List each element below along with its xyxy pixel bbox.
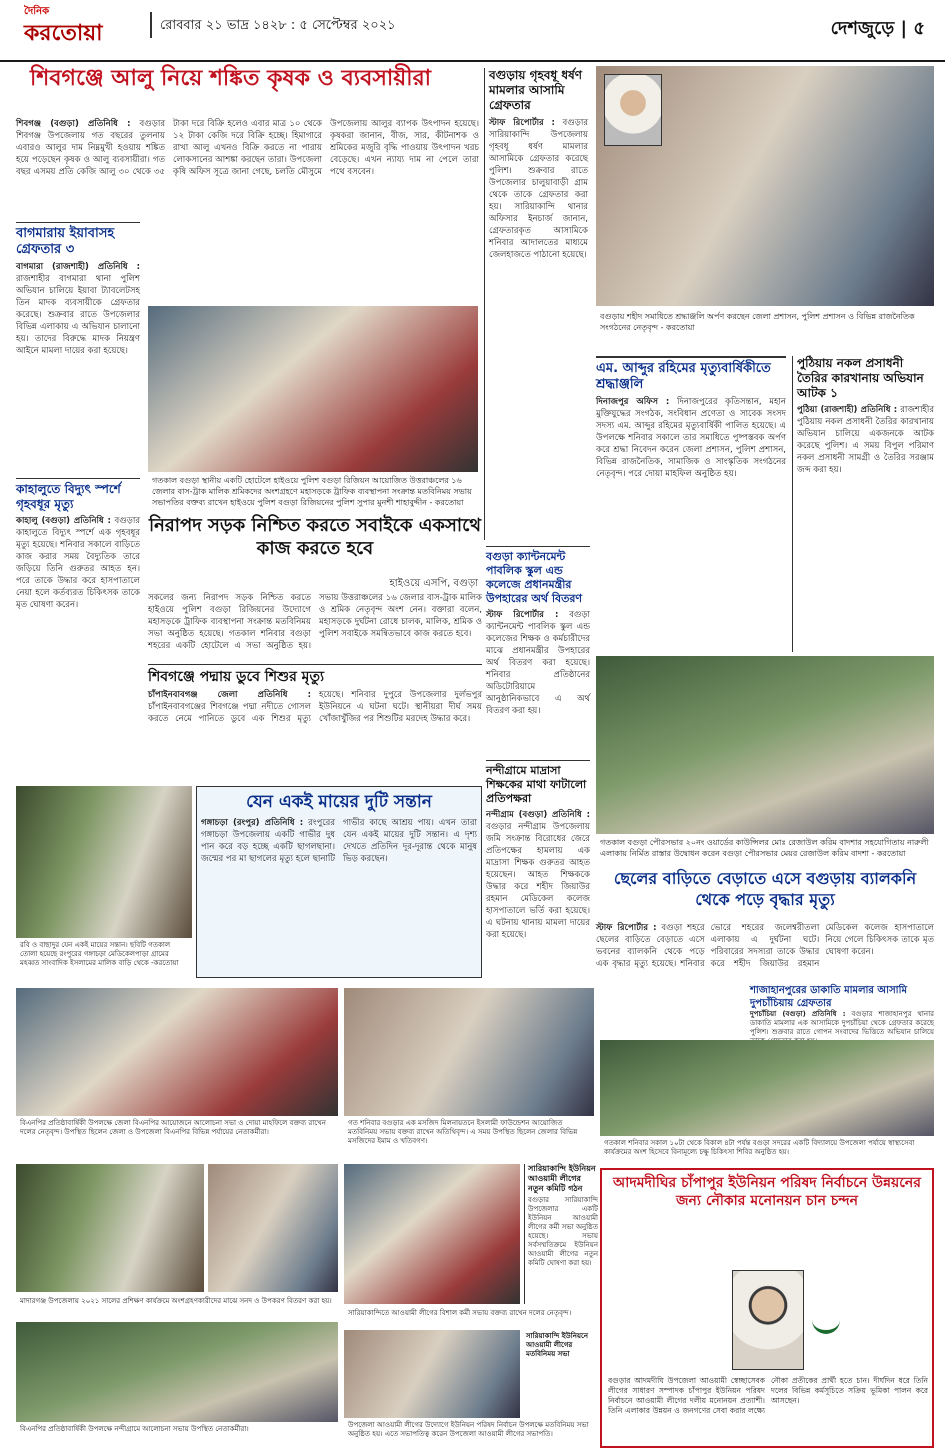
balcony-headline-box: [596, 868, 934, 920]
balcony-body: বগুড়া শহরে ছেলের বাড়িতে বেড়াতে এসে ভবনের ব্যালকনি থেকে পড়ে এক বৃদ্ধার মৃত্যু হয়েছে। শনিবার ভোরে শহরের জলেশ্বরীতলা এলাকায় এ দুর্ঘটনা ঘটে। পরিবারের সদস্যরা তাকে উদ্ধার করে শহীদ জিয়াউর রহমান মেডিকেল কলেজ হাসপাতালে নিয়ে গেলে চিকিৎসক তাকে মৃত ঘোষণা করেন।: [596, 923, 934, 969]
section-title: দেশজুড়ে | ৫: [830, 18, 925, 39]
rape-case-headline: বগুড়ায় গৃহবধূ ধর্ষণ মামলার আসামি গ্রেফতার: [489, 68, 582, 112]
death-anniv-headline: এম. আব্দুর রহিমের মৃত্যুবার্ষিকীতে শ্রদ্ধাঞ্জলি: [596, 361, 771, 392]
college-body: বগুড়া ক্যান্টনমেন্ট পাবলিক স্কুল এন্ড কলেজের শিক্ষক ও কর্মচারীদের মাঝে প্রধানমন্ত্রীর উপহারের অর্থ বিতরণ করা হয়েছে। শনিবার প্রতিষ্ঠানের অডিটোরিয়ামে আনুষ্ঠানিকভাবে এ অর্থ বিতরণ করা হয়।: [486, 610, 590, 716]
cow-goat-photo: [16, 786, 192, 938]
college-byline: স্টাফ রিপোর্টার :: [486, 610, 559, 620]
row6-left-caption: মাদারগঞ্জ উপজেলায় ২০২১ সালের প্রশিক্ষণ কার্যক্রমে অংশগ্রহণকারীদের মাঝে সনদ ও উপকরণ বিতরণ করা হয়।: [16, 1294, 338, 1320]
fake-factory-story: [792, 356, 934, 652]
balcony-byline: স্টাফ রিপোর্টার :: [596, 923, 657, 933]
electrocution-headline: কাহালুতে বিদ্যুৎ স্পর্শে গৃহবধূর মৃত্যু: [16, 482, 121, 511]
logo-small: দৈনিক: [24, 6, 50, 17]
robbery-headline: শাজাহানপুরের ডাকাতি মামলার আসামি দুপচাঁচিয়ায় গ্রেফতার: [750, 985, 907, 1009]
masthead: [0, 0, 945, 62]
drowning-story: [148, 664, 482, 784]
fake-factory-body: রাজশাহীর পুঠিয়ায় নকল প্রসাধনী তৈরির কারখানায় অভিযান চালিয়ে একজনকে আটক করেছে পুলিশ। এ সময় বিপুল পরিমাণ নকল প্রসাধনী সামগ্রী ও তৈরির সরঞ্জাম জব্দ করা হয়।: [797, 405, 934, 475]
safe-road-headline: নিরাপদ সড়ক নিশ্চিত করতে সবাইকে একসাথে কাজ করতে হবে: [148, 515, 482, 559]
cow-story-box: [196, 786, 482, 978]
college-story: [486, 546, 590, 756]
electrocution-story: [16, 478, 140, 778]
row6-right-headline: সারিয়াকান্দি ইউনিয়ন আওয়ামী লীগের নতুন কমিটি গঠন: [528, 1164, 596, 1193]
logo-title: করতোয়া: [24, 21, 103, 46]
row5-mid-caption: গত শনিবার বগুড়ার এক মসজিদ মিলনায়তনে ইসলামী ফাউন্ডেশন আয়োজিত মতবিনিময় সভায় বক্তব্য রাখেন অতিথিবৃন্দ। এ সময় উপস্থিত ছিলেন জেলার বিভিন্ন মসজিদের ইমাম ও খতিবগণ।: [344, 1116, 594, 1160]
electrocution-byline: কাহালু (বগুড়া) প্রতিনিধি :: [16, 516, 111, 526]
row7-mid-caption-top: সারিয়াকান্দি ইউনিয়নে আওয়ামী লীগের মতবিনিময় সভা: [526, 1332, 589, 1358]
row5-left-caption: বিএনপির প্রতিষ্ঠাবার্ষিকী উপলক্ষে জেলা বিএনপির আয়োজনে আলোচনা সভা ও দোয়া মাহফিলে বক্তব্য রাখেন দলের নেতৃবৃন্দ। উপস্থিত ছিলেন জেলা ও উপজেলা বিএনপির বিভিন্ন পর্যায়ের নেতাকর্মীরা।: [16, 1116, 338, 1160]
nomination-ad-body: বগুড়ার আদমদীঘি উপজেলা আওয়ামী স্বেচ্ছাসেবক লীগের সাধারণ সম্পাদক চাঁপাপুর ইউনিয়ন পরিষদ নির্বাচনে আওয়ামী লীগের দলীয় মনোনয়ন প্রত্যাশী। তিনি এলাকার উন্নয়ন ও জনগণের সেবা করার লক্ষ্যে নৌকা প্রতীকের প্রার্থী হতে চান। দীর্ঘদিন ধরে তিনি দলের বিভিন্ন কর্মসূচিতে সক্রিয় ভূমিকা পালন করে আসছেন।: [608, 1376, 928, 1415]
robbery-body: বগুড়ার শাজাহানপুর থানার ডাকাতি মামলার এক আসামিকে দুপচাঁচিয়া থেকে গ্রেফতার করেছে পুলিশ। শুক্রবার রাতে গোপন সংবাদের ভিত্তিতে অভিযান চালিয়ে: [750, 1010, 934, 1036]
fake-factory-headline: পুঠিয়ায় নকল প্রসাধনী তৈরির কারখানায় অভিযান আটক ১: [797, 356, 924, 400]
row5-right-photo: [600, 1040, 934, 1136]
yaba-story: [16, 222, 140, 472]
row5-mid-photo: [344, 988, 594, 1116]
lead-headline-box: [30, 66, 475, 114]
yaba-body: রাজশাহীর বাগমারা থানা পুলিশ অভিযান চালিয়ে ইয়াবা ট্যাবলেটসহ তিন মাদক ব্যবসায়ীকে গ্রেফতার করেছে। শুক্রবার রাতে উপজেলার বিভিন্ন এলাকায় এ অভিযান চালানো হয়। তাদের বিরুদ্ধে মাদক নিয়ন্ত্রণ আইনে মামলা দায়ের করা হয়েছে।: [16, 274, 140, 356]
row7-mid-caption: উপজেলা আওয়ামী লীগের উদ্যোগে ইউনিয়ন পরিষদ নির্বাচন উপলক্ষে মতবিনিময় সভা অনুষ্ঠিত হয়। এতে সভাপতিত্ব করেন উপজেলা আওয়ামী লীগের সভাপতি।: [344, 1418, 598, 1448]
rape-case-body: বগুড়ার সারিয়াকান্দি উপজেলায় গৃহবধূ ধর্ষণ মামলার আসামিকে গ্রেফতার করেছে পুলিশ। শুক্রবার রাতে উপজেলার চালুয়াবাড়ী গ্রাম থেকে তাকে গ্রেফতার করা হয়। সারিয়াকান্দি থানার অফিসার ইনচার্জ জানান, গ্রেফতারকৃত আসামিকে শনিবার আদালতের মাধ্যমে জেলহাজতে পাঠানো হয়েছে।: [489, 118, 588, 260]
row7-left-photo: [16, 1322, 338, 1422]
death-anniv-story: [596, 356, 786, 652]
row6-left-photo: [16, 1164, 204, 1292]
cow-story-byline: গঙ্গাচড়া (রংপুর) প্রতিনিধি :: [201, 818, 304, 828]
newspaper-logo: [24, 4, 134, 54]
fake-factory-byline: পুঠিয়া (রাজশাহী) প্রতিনিধি :: [797, 405, 898, 415]
electrocution-body: বগুড়ার কাহালুতে বিদ্যুৎ স্পর্শে এক গৃহবধূর মৃত্যু হয়েছে। শনিবার সকালে বাড়িতে কাজ করার সময় বৈদ্যুতিক তারে জড়িয়ে তিনি গুরুতর আহত হন। পরে তাকে উদ্ধার করে হাসপাতালে নেয়া হলে কর্তব্যরত চিকিৎসক তাকে মৃত ঘোষণা করেন।: [16, 516, 140, 610]
page-number: ৫: [913, 18, 925, 39]
drowning-byline: চাঁপাইনবাবগঞ্জ জেলা প্রতিনিধি :: [148, 690, 311, 700]
robbery-byline: দুপচাঁচিয়া (বগুড়া) প্রতিনিধি :: [750, 1010, 846, 1018]
yaba-byline: বাগমারা (রাজশাহী) প্রতিনিধি :: [16, 262, 140, 272]
death-anniv-byline: দিনাজপুর অফিস :: [596, 397, 670, 407]
row5-left-photo: [16, 988, 338, 1116]
nomination-ad: [600, 1168, 934, 1448]
ward-road-caption: গতকাল বগুড়া পৌরসভার ২০নং ওয়ার্ডের কাউন্সিলর মোঃ রেজাউল করিম বাদশার সহযোগিতায় নারুলী এলাকায় নির্মিত রাস্তার উদ্বোধন করেন বগুড়া পৌরসভার মেয়র রেজাউল করিম বাদশা - করতোয়া: [596, 834, 934, 866]
boat-symbol-icon: [812, 1320, 840, 1334]
lead-article: [16, 118, 479, 218]
safe-road-subhead: হাইওয়ে এসপি, বগুড়া: [389, 578, 478, 589]
college-headline: বগুড়া ক্যান্টনমেন্ট পাবলিক স্কুল এন্ড কলেজে প্রধানমন্ত্রীর উপহারের অর্থ বিতরণ: [486, 550, 583, 605]
drowning-headline: শিবগঞ্জে পদ্মায় ডুবে শিশুর মৃত্যু: [148, 669, 325, 685]
wreath-photo-caption: বগুড়ায় শহীদ সমাধিতে শ্রদ্ধাঞ্জলি অর্পণ করছেন জেলা প্রশাসন, পুলিশ প্রশাসন ও বিভিন্ন রাজনৈতিক সংগঠনের নেতৃবৃন্দ - করতোয়া: [596, 308, 934, 352]
safe-road-headline-box: [148, 514, 482, 578]
row6-left-photo-2: [208, 1164, 338, 1292]
robbery-story: [750, 984, 934, 1034]
row7-mid-photo: [344, 1330, 520, 1418]
row6-right-body: বগুড়ার সারিয়াকান্দি উপজেলার একটি ইউনিয়ন আওয়ামী লীগের কর্মী সভা অনুষ্ঠিত হয়েছে। সভায় সর্বসম্মতিক্রমে ইউনিয়ন আওয়ামী লীগের নতুন কমিটি ঘোষণা করা হয়।: [528, 1196, 598, 1267]
balcony-article: [596, 922, 934, 982]
nomination-ad-headline: আদমদীঘির চাঁপাপুর ইউনিয়ন পরিষদ নির্বাচনে উন্নয়নের জন্য নৌকার মনোনয়ন চান চন্দন: [613, 1175, 921, 1209]
rape-case-byline: স্টাফ রিপোর্টার :: [489, 118, 555, 128]
safe-road-body: সকলের জন্য নিরাপদ সড়ক নিশ্চিত করতে হাইওয়ে পুলিশ বগুড়া রিজিয়নের উদ্যোগে মহাসড়কে ট্রাফিক ব্যবস্থাপনা সংক্রান্ত মতবিনিময় সভা অনুষ্ঠিত হয়েছে। গতকাল শনিবার বগুড়া শহরের একটি হোটেলে এ সভা অনুষ্ঠিত হয়। সভায় উত্তরাঞ্চলের ১৬ জেলার বাস-ট্রাক মালিক ও শ্রমিক নেতৃবৃন্দ অংশ নেন। বক্তারা বলেন, মহাসড়কে দুর্ঘটনা রোধে চালক, মালিক, শ্রমিক ও পুলিশ সবাইকে সমন্বিতভাবে কাজ করতে হবে।: [148, 593, 482, 651]
cow-story-body: রংপুরের গঙ্গাচড়া উপজেলায় একটি গাভীর দুধ পান করে বড় হচ্ছে একটি ছাগলছানা। জন্মের পর মা ছাগলের মৃত্যু হলে ছানাটি গাভীর কাছে আশ্রয় পায়। এখন তারা যেন একই মায়ের দুটি সন্তান। এ দৃশ্য দেখতে প্রতিদিন দূর-দূরান্ত থেকে মানুষ ভিড় করছেন।: [201, 818, 477, 864]
madrasa-byline: নন্দীগ্রাম (বগুড়া) প্রতিনিধি :: [486, 810, 590, 820]
balcony-headline: ছেলের বাড়িতে বেড়াতে এসে বগুড়ায় ব্যালকনি থেকে পড়ে বৃদ্ধার মৃত্যু: [613, 869, 917, 909]
row5-right-caption: গতকাল শনিবার সকাল ১০টা থেকে বিকাল ৪টা পর্যন্ত বগুড়া সদরের একটি বিদ্যালয়ে উপজেলা পর্যায়ে স্বাস্থ্যসেবা কার্যক্রমের অংশ হিসেবে বিনামূল্যে চক্ষু চিকিৎসা শিবির অনুষ্ঠিত হয়।: [600, 1136, 934, 1166]
highway-meeting-caption: গতকাল বগুড়া স্থানীয় একটি হোটেলে হাইওয়ে পুলিশ বগুড়া রিজিয়ন আয়োজিত উত্তরাঞ্চলের ১৬ জেলার বাস-ট্রাক মালিক শ্রমিকদের অংশগ্রহণে মহাসড়কে ট্রাফিক ব্যবস্থাপনা সংক্রান্ত মতবিনিময় সভায় সভাপতির বক্তব্য রাখেন হাইওয়ে পুলিশ বগুড়া রিজিয়নের পুলিশ সুপার মুনশী শাহাবুদ্দীন - করতোয়া: [148, 472, 478, 512]
cow-story-headline: যেন একই মায়ের দুটি সন্তান: [246, 792, 432, 812]
madrasa-body: বগুড়ার নন্দীগ্রাম উপজেলায় জমি সংক্রান্ত বিরোধের জেরে প্রতিপক্ষের হামলায় এক মাদ্রাসা শিক্ষক গুরুতর আহত হয়েছেন। আহত শিক্ষককে উদ্ধার করে শহীদ জিয়াউর রহমান মেডিকেল কলেজ হাসপাতালে ভর্তি করা হয়েছে। এ ঘটনায় থানায় মামলা দায়ের করা হয়েছে।: [486, 822, 590, 940]
death-anniv-body: দিনাজপুরের কৃতিসন্তান, মহান মুক্তিযুদ্ধের সংগঠক, সংবিধান প্রণেতা ও সাবেক সংসদ সদস্য এম. আব্দুর রহিমের মৃত্যুবার্ষিকী পালিত হয়েছে। এ উপলক্ষে শনিবার সকালে তার সমাধিতে পুষ্পস্তবক অর্পণ করে শ্রদ্ধা নিবেদন করেন জেলা প্রশাসন, পুলিশ প্রশাসন, বিভিন্ন রাজনৈতিক, সামাজিক ও সাংস্কৃতিক সংগঠনের নেতৃবৃন্দ। পরে দোয়া মাহফিল অনুষ্ঠিত হয়।: [596, 397, 786, 479]
row6-mid-caption: সারিয়াকান্দিতে আওয়ামী লীগের বিশাল কর্মী সভায় বক্তব্য রাখেন দলের নেতৃবৃন্দ।: [344, 1306, 594, 1328]
lead-body: বগুড়ার শিবগঞ্জ উপজেলায় গত বছরের তুলনায় এবারও আলুর দাম নিম্নমুখী হওয়ায় শঙ্কিত হয়ে পড়েছেন কৃষক ও আলু ব্যবসায়ীরা। গত বছর এসময় প্রতি কেজি আলু ৩০ থেকে ৩৫ টাকা দরে বিক্রি হলেও এবার মাত্র ১০ থেকে ১২ টাকা কেজি দরে বিক্রি হচ্ছে। হিমাগারে রাখা আলু এখনও বিক্রি করতে না পারায় লোকসানের আশঙ্কা করছেন তারা। উপজেলা কৃষি অফিস সূত্রে জানা গেছে, চলতি মৌসুমে উপজেলায় আলুর ব্যাপক উৎপাদন হয়েছে। কৃষকরা জানান, বীজ, সার, কীটনাশক ও শ্রমিকের মজুরি বৃদ্ধি পাওয়ায় উৎপাদন খরচ বেড়েছে। এখন ন্যায্য দাম না পেলে তারা পথে বসবেন।: [16, 119, 479, 177]
section-name: দেশজুড়ে: [830, 18, 895, 39]
row6-mid-photo: [344, 1164, 520, 1304]
wreath-photo: [596, 66, 934, 306]
row7-left-caption: বিএনপির প্রতিষ্ঠাবার্ষিকী উপলক্ষে নন্দীগ্রামে আলোচনা সভায় উপস্থিত নেতাকর্মীরা।: [16, 1422, 338, 1448]
rape-case-story: [484, 68, 588, 540]
yaba-headline: বাগমারায় ইয়াবাসহ গ্রেফতার ৩: [16, 226, 115, 257]
row6-right-story: [524, 1164, 598, 1304]
ward-road-photo: [596, 656, 934, 834]
dateline: রোববার ২১ ভাদ্র ১৪২৮ : ৫ সেপ্টেম্বর ২০২১: [150, 12, 630, 38]
drowning-body: চাঁপাইনবাবগঞ্জের শিবগঞ্জে পদ্মা নদীতে গোসল করতে নেমে পানিতে ডুবে এক শিশুর মৃত্যু হয়েছে। শনিবার দুপুরে উপজেলার দুর্লভপুর ইউনিয়নে এ ঘটনা ঘটে। স্থানীয়রা দীর্ঘ সময় খোঁজাখুঁজির পর শিশুটির মরদেহ উদ্ধার করে।: [148, 690, 482, 724]
madrasa-headline: নন্দীগ্রামে মাদ্রাসা শিক্ষকের মাথা ফাটালো প্রতিপক্ষরা: [486, 764, 587, 805]
lead-headline: শিবগঞ্জে আলু নিয়ে শঙ্কিত কৃষক ও ব্যবসায়ীরা: [30, 66, 432, 91]
lead-byline: শিবগঞ্জ (বগুড়া) প্রতিনিধি :: [16, 119, 131, 129]
cow-goat-caption: রবি ও বাছাদুর যেন একই মায়ের সন্তান। ছবিটি গতকাল তোলা হয়েছে রংপুরের গঙ্গাচড়া মেডিকেলপাড়া গ্রামের মহব্বত সাংবাদিক ইসলামের মালিক বাড়ি থেকে -করতোয়া: [16, 938, 192, 978]
inset-portrait: [604, 74, 662, 146]
highway-meeting-photo: [148, 306, 478, 472]
candidate-portrait: [732, 1270, 804, 1370]
